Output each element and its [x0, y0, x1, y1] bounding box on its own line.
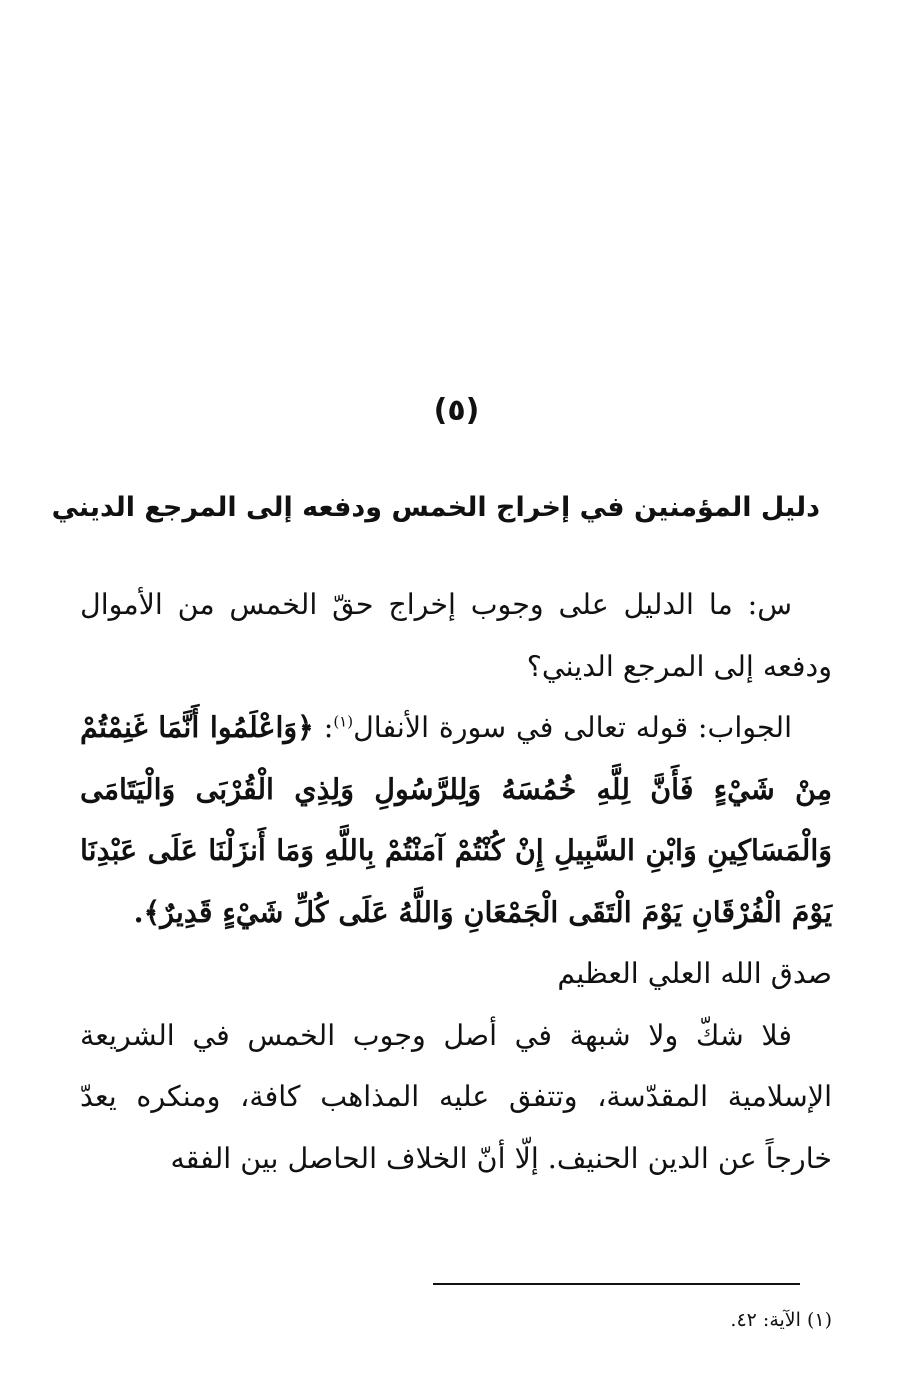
footnote-divider: [433, 1283, 800, 1285]
footnote-reference: (١): [333, 712, 354, 731]
question-paragraph: س: ما الدليل على وجوب إخراج حقّ الخمس من الأموال ودفعه إلى المرجع الديني؟: [80, 588, 832, 683]
quran-verse: ﴿وَاعْلَمُوا أَنَّمَا غَنِمْتُمْ مِنْ شَيْءٍ فَأَنَّ لِلَّهِ خُمُسَهُ وَلِلرَّسُولِ وَلِذِي الْقُرْبَى وَالْيَتَامَى وَالْمَسَاكِينِ وَابْنِ السَّبِيلِ إِنْ كُنْتُمْ آمَنْتُمْ بِاللَّهِ وَمَا أَنزَلْنَا عَلَى عَبْدِنَا يَوْمَ الْفُرْقَانِ يَوْمَ الْتَقَى الْجَمْعَانِ وَاللَّهُ عَلَى كُلِّ شَيْءٍ قَدِيرٌ﴾.: [80, 710, 832, 929]
closing-line: صدق الله العلي العظيم: [557, 957, 832, 990]
answer-colon: :: [313, 711, 334, 744]
chapter-number: (٥): [433, 393, 480, 428]
chapter-title: دليل المؤمنين في إخراج الخمس ودفعه إلى المرجع الديني: [51, 492, 820, 523]
answer-paragraph: [80, 697, 832, 943]
body-text: [80, 574, 832, 1189]
footnote: (١) الآية: ٤٢.: [730, 1309, 832, 1331]
answer-intro: الجواب: قوله تعالى في سورة الأنفال: [353, 711, 792, 744]
discussion-paragraph: فلا شكّ ولا شبهة في أصل وجوب الخمس في الشريعة الإسلامية المقدّسة، وتتفق عليه المذاهب كافة، ومنكره يعدّ خارجاً عن الدين الحنيف. إلّا أنّ الخلاف الحاصل بين الفقه: [80, 1018, 832, 1175]
